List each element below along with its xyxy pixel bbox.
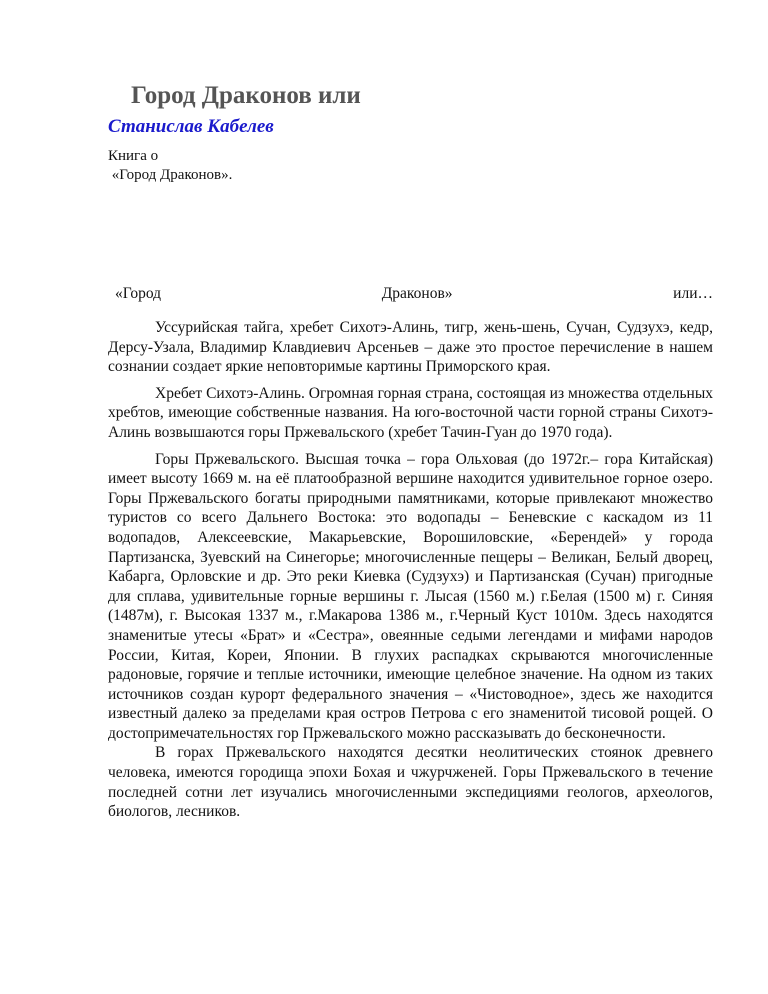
split-word-3: или… bbox=[673, 285, 713, 302]
split-word-1: «Город bbox=[115, 285, 162, 302]
paragraph: Уссурийская тайга, хребет Сихотэ-Алинь, тигр, жень-шень, Сучан, Судзухэ, кедр, Дерсу-Узала, Владимир Клавдиевич Арсеньев – даже это простое перечисление в нашем сознании создает яркие неповторимые картины Приморского края. bbox=[108, 319, 713, 376]
split-word-2: Драконов» bbox=[381, 285, 453, 302]
body-text bbox=[108, 318, 713, 829]
paragraph: Горы Пржевальского. Высшая точка – гора Ольховая (до 1972г.– гора Китайская) имеет высоту 1669 м. на её платообразной вершине находится удивительное горное озеро. Горы Пржевальского богаты природными памятниками, которые привлекают множество туристов со всего Дальнего Востока: это водопады – Беневские с каскадом из 11 водопадов, Алексеевские, Макарьевские, Ворошиловские, «Берендей» у города Партизанска, Зуевский на Синегорье; многочисленные пещеры – Великан, Белый дворец, Кабарга, Орловские и др. Это реки Киевка (Судзухэ) и Партизанская (Сучан) пригодные для сплава, удивительные горные вершины г. Лысая (1560 м.) г.Белая (1500 м) г. Синяя (1487м), г. Высокая 1337 м., г.Макарова 1386 м., г.Черный Куст 1010м. Здесь находятся знаменитые утесы «Брат» и «Сестра», овеянные седыми легендами и мифами народов России, Китая, Кореи, Японии. В глухих распадках скрываются многочисленные радоновые, горячие и теплые источники, имеющие целебное значение. На одном из таких источников создан курорт федерального значения – «Чистоводное», здесь же находится известный далеко за пределами края остров Петрова с его знаменитой тисовой рощей. О достопримечательностях гор Пржевальского можно рассказывать до бесконечности. bbox=[108, 450, 713, 742]
paragraph: Хребет Сихотэ-Алинь. Огромная горная страна, состоящая из множества отдельных хребтов, имеющие собственные названия. На юго-восточной части горной страны Сихотэ-Алинь возвышаются горы Пржевальского (хребет Тачин-Гуан до 1970 года). bbox=[108, 384, 713, 441]
paragraph: В горах Пржевальского находятся десятки неолитических стоянок древнего человека, имеются городища эпохи Бохая и чжурчженей. Горы Пржевальского в течение последней сотни лет изучались многочисленными экспедициями геологов, археологов, биологов, лесников. bbox=[108, 744, 713, 821]
author-name: Станислав Кабелев bbox=[108, 116, 274, 137]
intro-line-2: «Город Драконов». bbox=[108, 167, 233, 183]
document-title: Город Драконов или bbox=[131, 82, 361, 109]
intro-line-1: Книга о bbox=[108, 148, 159, 164]
intro-block bbox=[108, 147, 232, 185]
heading-split-line bbox=[115, 285, 713, 303]
